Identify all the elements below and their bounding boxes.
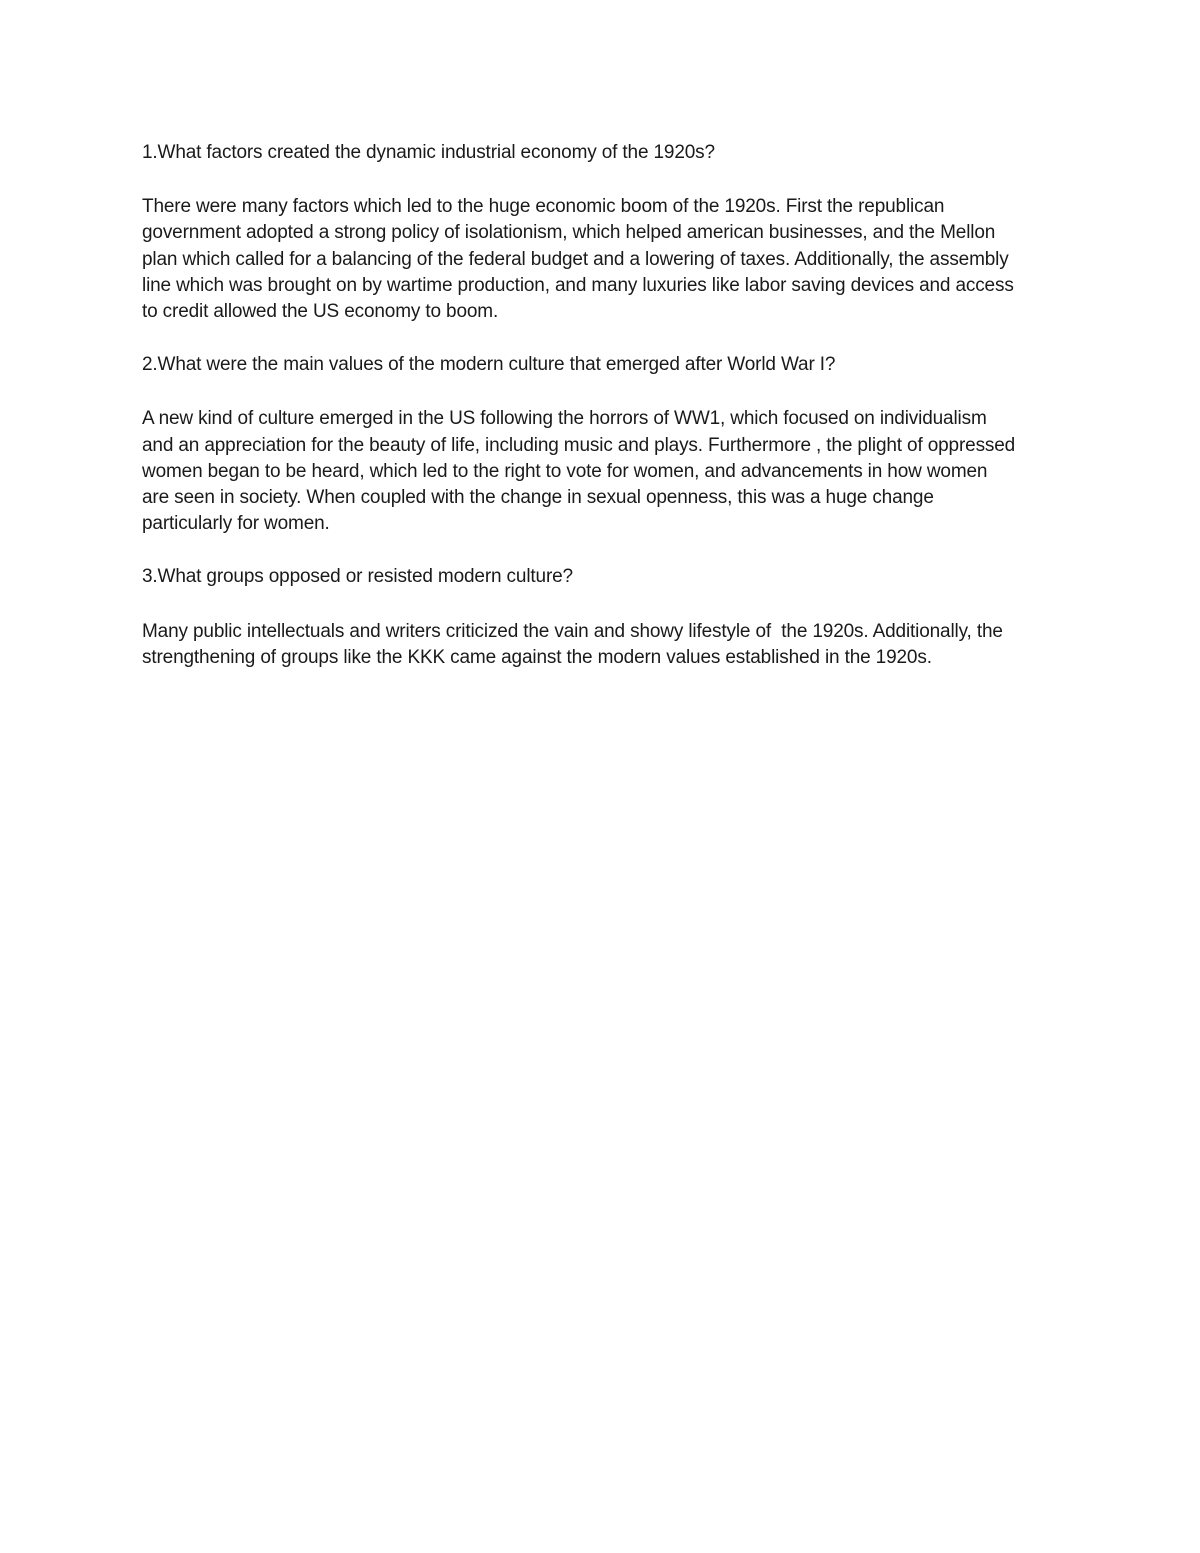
answer-1 bbox=[142, 194, 1067, 325]
answer-1-line: government adopted a strong policy of isolationism, which helped american businesses, and the Mellon bbox=[142, 222, 996, 244]
answer-1-line: line which was brought on by wartime production, and many luxuries like labor saving devices and access bbox=[142, 274, 1014, 296]
question-2: 2.What were the main values of the modern culture that emerged after World War I? bbox=[142, 354, 836, 376]
question-1: 1.What factors created the dynamic industrial economy of the 1920s? bbox=[142, 142, 715, 163]
document-body bbox=[142, 140, 1067, 698]
answer-3 bbox=[142, 619, 1067, 671]
answer-2-line: A new kind of culture emerged in the US following the horrors of WW1, which focused on individualism bbox=[142, 408, 987, 430]
answer-1-line: to credit allowed the US economy to boom. bbox=[142, 301, 499, 323]
answer-2-line: and an appreciation for the beauty of life, including music and plays. Furthermore , the plight of oppressed bbox=[142, 434, 1016, 456]
answer-2 bbox=[142, 406, 1067, 537]
answer-2-line: are seen in society. When coupled with the change in sexual openness, this was a huge change bbox=[142, 487, 934, 509]
answer-1-line: plan which called for a balancing of the federal budget and a lowering of taxes. Additionally, the assembly bbox=[142, 248, 1009, 270]
answer-3-line: Many public intellectuals and writers criticized the vain and showy lifestyle of the 1920s. Additionally, the bbox=[142, 620, 1003, 642]
answer-1-line: There were many factors which led to the huge economic boom of the 1920s. First the republican bbox=[142, 196, 945, 218]
question-3: 3.What groups opposed or resisted modern culture? bbox=[142, 566, 573, 588]
answer-2-line: particularly for women. bbox=[142, 513, 330, 535]
answer-3-line: strengthening of groups like the KKK came against the modern values established in the 1920s. bbox=[142, 646, 932, 668]
answer-2-line: women began to be heard, which led to the right to vote for women, and advancements in how women bbox=[142, 460, 988, 482]
